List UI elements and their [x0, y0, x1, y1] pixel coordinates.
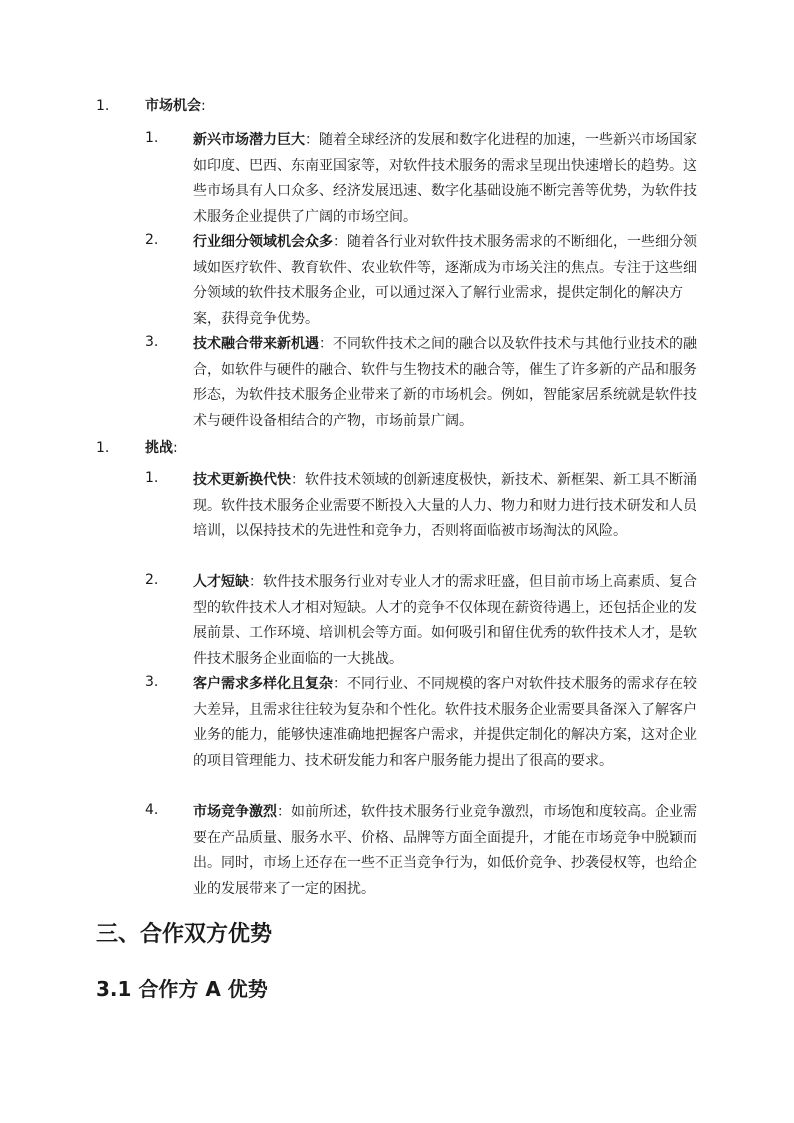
- list-item-description: ：不同软件技术之间的融合以及软件技术与其他行业技术的融合，如软件与硬件的融合、软件与生物技术的融合等，催生了许多新的产品和服务形态，为软件技术服务企业带来了新的市场机会。例如，智能家居系统就是软件技术与硬件设备相结合的产物，市场前景广阔。: [193, 336, 697, 429]
- list-item-description: ：随着全球经济的发展和数字化进程的加速，一些新兴市场国家如印度、巴西、东南亚国家等，对软件技术服务的需求呈现出快速增长的趋势。这些市场具有人口众多、经济发展迅速、数字化基础设施不断完善等优势，为软件技术服务企业提供了广阔的市场空间。: [193, 132, 697, 225]
- section-heading-text: 挑战: [145, 440, 173, 456]
- chapter-heading: 三、合作双方优势: [96, 922, 273, 947]
- list-number: 3.: [145, 334, 159, 350]
- list-item-description: ：软件技术领域的创新速度极快，新技术、新框架、新工具不断涌现。软件技术服务企业需要不断投入大量的人力、物力和财力进行技术研发和人员培训，以保持技术的先进性和竞争力，否则将面临被市场淘汰的风险。: [193, 472, 697, 539]
- list-number: 2.: [145, 232, 159, 248]
- heading-colon: :: [173, 440, 178, 456]
- list-item-term: 人才短缺: [193, 574, 249, 590]
- list-item-term: 行业细分领域机会众多: [193, 234, 333, 250]
- list-item-text: [193, 672, 699, 774]
- list-number: 1.: [96, 98, 110, 114]
- list-item-text: [193, 468, 699, 545]
- list-item-text: [193, 128, 699, 230]
- list-item-description: ：软件技术服务行业对专业人才的需求旺盛，但目前市场上高素质、复合型的软件技术人才相对短缺。人才的竞争不仅体现在薪资待遇上，还包括企业的发展前景、工作环境、培训机会等方面。如何吸引和留住优秀的软件技术人才，是软件技术服务企业面临的一大挑战。: [193, 574, 697, 667]
- list-item-text: [193, 332, 699, 434]
- list-item-text: [193, 800, 699, 902]
- list-item-text: [193, 230, 699, 332]
- list-item-text: [193, 570, 699, 672]
- section-heading-text: 市场机会: [145, 98, 201, 114]
- list-item-term: 新兴市场潜力巨大: [193, 132, 305, 148]
- list-number: 4.: [145, 802, 159, 818]
- list-number: 3.: [145, 674, 159, 690]
- list-number: 1.: [145, 130, 159, 146]
- list-item-term: 技术融合带来新机遇: [193, 336, 319, 352]
- list-number: 1.: [96, 440, 110, 456]
- section-heading: [145, 96, 206, 116]
- list-number: 1.: [145, 470, 159, 486]
- list-item-description: ：如前所述，软件技术服务行业竞争激烈，市场饱和度较高。企业需要在产品质量、服务水平、价格、品牌等方面全面提升，才能在市场竞争中脱颖而出。同时，市场上还存在一些不正当竞争行为，如低价竞争、抄袭侵权等，也给企业的发展带来了一定的困扰。: [193, 804, 697, 897]
- list-item-term: 技术更新换代快: [193, 472, 291, 488]
- list-number: 2.: [145, 572, 159, 588]
- heading-colon: :: [201, 98, 206, 114]
- section-heading: [145, 438, 178, 458]
- list-item-description: ：随着各行业对软件技术服务需求的不断细化，一些细分领域如医疗软件、教育软件、农业软件等，逐渐成为市场关注的焦点。专注于这些细分领域的软件技术服务企业，可以通过深入了解行业需求，提供定制化的解决方案，获得竞争优势。: [193, 234, 697, 327]
- list-item-description: ：不同行业、不同规模的客户对软件技术服务的需求存在较大差异，且需求往往较为复杂和个性化。软件技术服务企业需要具备深入了解客户业务的能力，能够快速准确地把握客户需求，并提供定制化的解决方案，这对企业的项目管理能力、技术研发能力和客户服务能力提出了很高的要求。: [193, 676, 697, 769]
- subsection-heading: 3.1 合作方 A 优势: [96, 977, 268, 1001]
- list-item-term: 客户需求多样化且复杂: [193, 676, 333, 692]
- list-item-term: 市场竞争激烈: [193, 804, 277, 820]
